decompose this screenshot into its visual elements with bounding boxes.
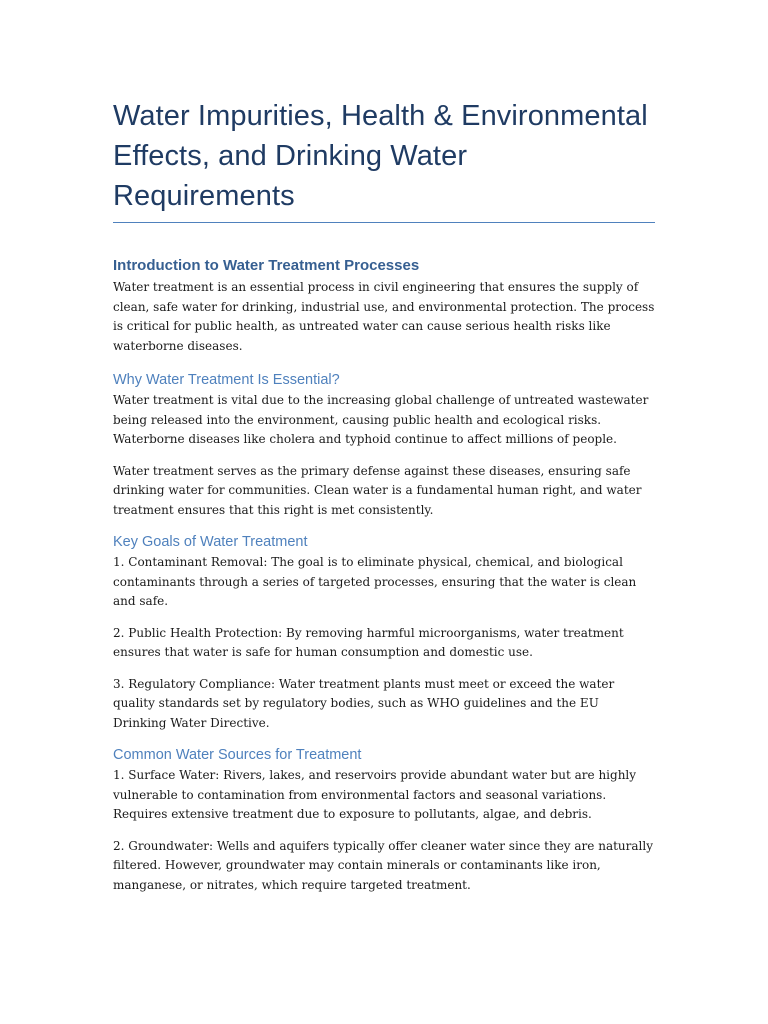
list-item: 2. Public Health Protection: By removing harmful microorganisms, water treatment ensures that water is safe for human consumption and domestic use. <box>113 625 624 659</box>
section-heading: Key Goals of Water Treatment <box>113 534 308 550</box>
list-item: 1. Contaminant Removal: The goal is to eliminate physical, chemical, and biological contaminants through a series of targeted processes, ensuring that the water is clean and safe. <box>113 555 637 608</box>
section-introduction <box>113 256 655 356</box>
list-item: 3. Regulatory Compliance: Water treatment plants must meet or exceed the water quality standards set by regulatory bodies, such as WHO guidelines and the EU Drinking Water Directive. <box>113 676 615 730</box>
paragraph: Water treatment serves as the primary defense against these diseases, ensuring safe drinking water for communities. Clean water is a fundamental human right, and water treatment ensures that this right is met consistently. <box>113 463 642 517</box>
list-item: 1. Surface Water: Rivers, lakes, and reservoirs provide abundant water but are highly vulnerable to contamination from environmental factors and seasonal variations. Requires extensive treatment due to exposure to pollutants, algae, and debris. <box>113 768 637 821</box>
document-page <box>113 96 655 895</box>
section-heading: Introduction to Water Treatment Processes <box>113 257 420 274</box>
section-water-sources <box>113 745 655 895</box>
section-heading: Why Water Treatment Is Essential? <box>113 372 340 388</box>
document-title: Water Impurities, Health & Environmental Effects, and Drinking Water Requirements <box>113 96 655 223</box>
section-why-essential <box>113 370 655 520</box>
paragraph: Water treatment is vital due to the increasing global challenge of untreated wastewater being released into the environment, causing public health and ecological risks. Waterborne diseases like cholera and typhoid continue to affect millions of people. <box>113 393 649 446</box>
section-heading: Common Water Sources for Treatment <box>113 747 362 763</box>
list-item: 2. Groundwater: Wells and aquifers typically offer cleaner water since they are naturally filtered. However, groundwater may contain minerals or contaminants like iron, manganese, or nitrates, which require targeted treatment. <box>113 838 653 892</box>
paragraph: Water treatment is an essential process in civil engineering that ensures the supply of clean, safe water for drinking, industrial use, and environmental protection. The process is critical for public health, as untreated water can cause serious health risks like waterborne diseases. <box>113 280 655 353</box>
section-key-goals <box>113 532 655 733</box>
